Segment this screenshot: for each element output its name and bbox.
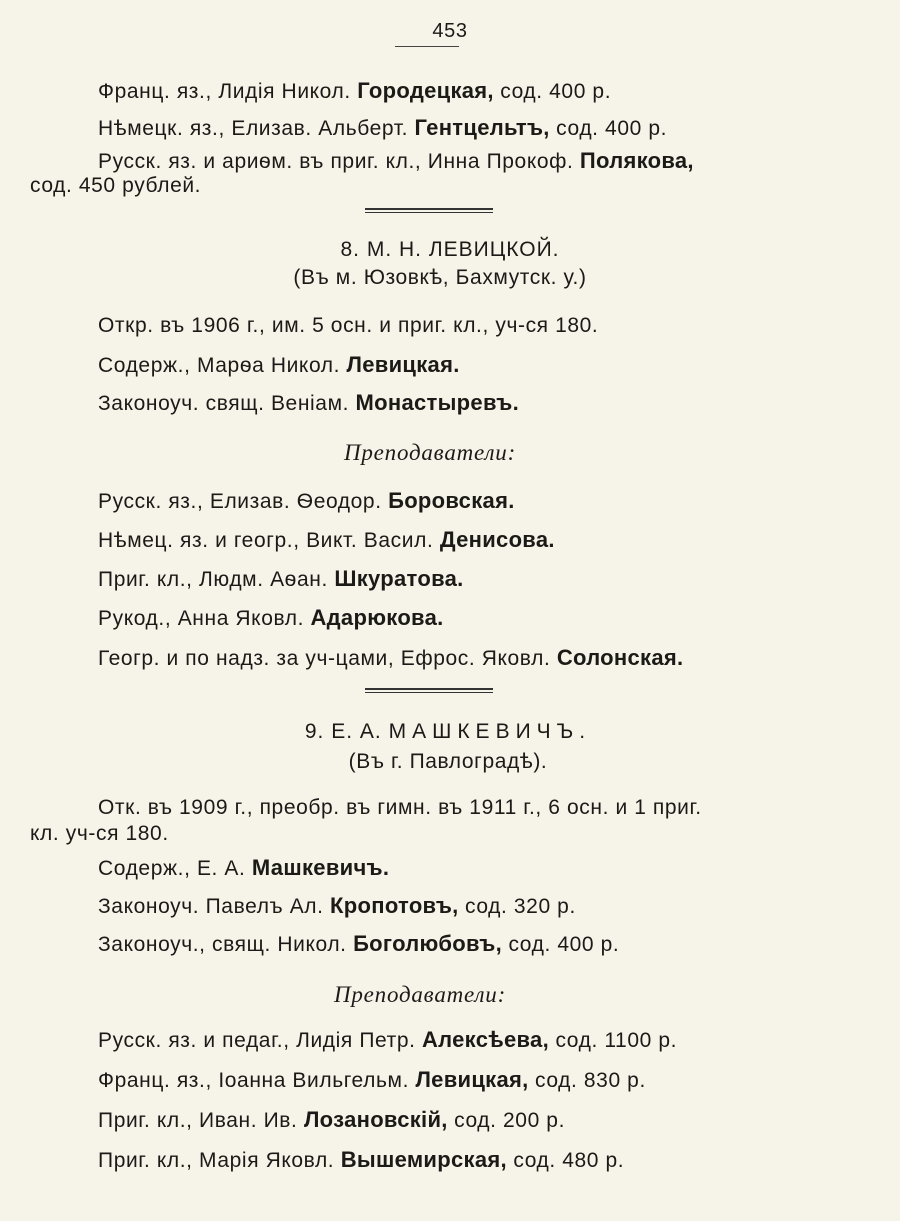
person-name: Кропотовъ, (330, 893, 459, 918)
entry-line: Законоуч. Павелъ Ал. Кропотовъ, сод. 320 р. (98, 893, 576, 918)
section-divider (365, 208, 493, 213)
teacher-line: Рукод., Анна Яковл. Адарюкова. (98, 605, 444, 630)
entry-line: Русск. яз. и ариѳм. въ приг. кл., Инна Прокоф. Полякова, (98, 148, 694, 173)
person-name: Адарюкова. (310, 605, 444, 630)
entry-line: Содерж., Е. А. Машкевичъ. (98, 855, 390, 880)
school-info-continued: кл. уч-ся 180. (30, 822, 169, 845)
person-name: Машкевичъ. (251, 855, 390, 880)
page-number: 453 (432, 20, 468, 42)
page-number-rule (395, 46, 459, 47)
entry-line: Нѣмецк. яз., Елизав. Альберт. Гентцельтъ, сод. 400 р. (98, 115, 668, 140)
entry-line: Законоуч., свящ. Никол. Боголюбовъ, сод. 400 р. (98, 931, 620, 956)
teacher-line: Нѣмец. яз. и геогр., Викт. Васил. Денисова. (98, 527, 555, 552)
teacher-line: Геогр. и по надз. за уч-цами, Ефрос. Яковл. Солонская. (98, 645, 684, 670)
person-name: Алексѣева, (421, 1027, 550, 1052)
person-name: Денисова. (439, 527, 555, 552)
teacher-line: Приг. кл., Людм. Аѳан. Шкуратова. (98, 566, 464, 591)
section-location: (Въ г. Павлоградѣ). (348, 750, 548, 773)
person-name: Гентцельтъ, (414, 115, 550, 140)
person-name: Полякова, (579, 148, 694, 173)
teacher-line: Русск. яз., Елизав. Ѳеодор. Боровская. (98, 488, 515, 513)
person-name: Шкуратова. (334, 566, 464, 591)
person-name: Левицкая, (415, 1067, 529, 1092)
entry-line: Содерж., Марѳа Никол. Левицкая. (98, 352, 460, 377)
teachers-heading: Преподаватели: (333, 982, 507, 1007)
school-info: Отк. въ 1909 г., преобр. въ гимн. въ 1911 г., 6 осн. и 1 приг. (98, 796, 702, 819)
section-title: 9. Е. А. МАШКЕВИЧЪ. (304, 720, 592, 743)
person-name: Солонская. (556, 645, 684, 670)
person-name: Боровская. (388, 488, 515, 513)
person-name: Боголюбовъ, (353, 931, 503, 956)
entry-line: Франц. яз., Лидія Никол. Городецкая, сод. 400 р. (98, 78, 612, 103)
person-name: Левицкая. (346, 352, 460, 377)
entry-line-continued: сод. 450 рублей. (30, 174, 202, 197)
teachers-heading: Преподаватели: (343, 440, 517, 465)
person-name: Городецкая, (357, 78, 494, 103)
entry-line: Законоуч. свящ. Веніам. Монастыревъ. (98, 390, 519, 415)
teacher-line: Приг. кл., Марія Яковл. Вышемирская, сод. 480 р. (98, 1147, 625, 1172)
teacher-line: Русск. яз. и педаг., Лидія Петр. Алексѣева, сод. 1100 р. (98, 1027, 678, 1052)
teacher-line: Приг. кл., Иван. Ив. Лозановскій, сод. 200 р. (98, 1107, 565, 1132)
person-name: Лозановскій, (303, 1107, 448, 1132)
section-title: 8. М. Н. ЛЕВИЦКОЙ. (340, 238, 560, 261)
section-divider (365, 688, 493, 693)
person-name: Вышемирская, (340, 1147, 507, 1172)
teacher-line: Франц. яз., Іоанна Вильгельм. Левицкая, сод. 830 р. (98, 1067, 646, 1092)
school-info: Откр. въ 1906 г., им. 5 осн. и приг. кл., уч-ся 180. (98, 314, 599, 337)
section-location: (Въ м. Юзовкѣ, Бахмутск. у.) (293, 266, 587, 289)
person-name: Монастыревъ. (355, 390, 519, 415)
